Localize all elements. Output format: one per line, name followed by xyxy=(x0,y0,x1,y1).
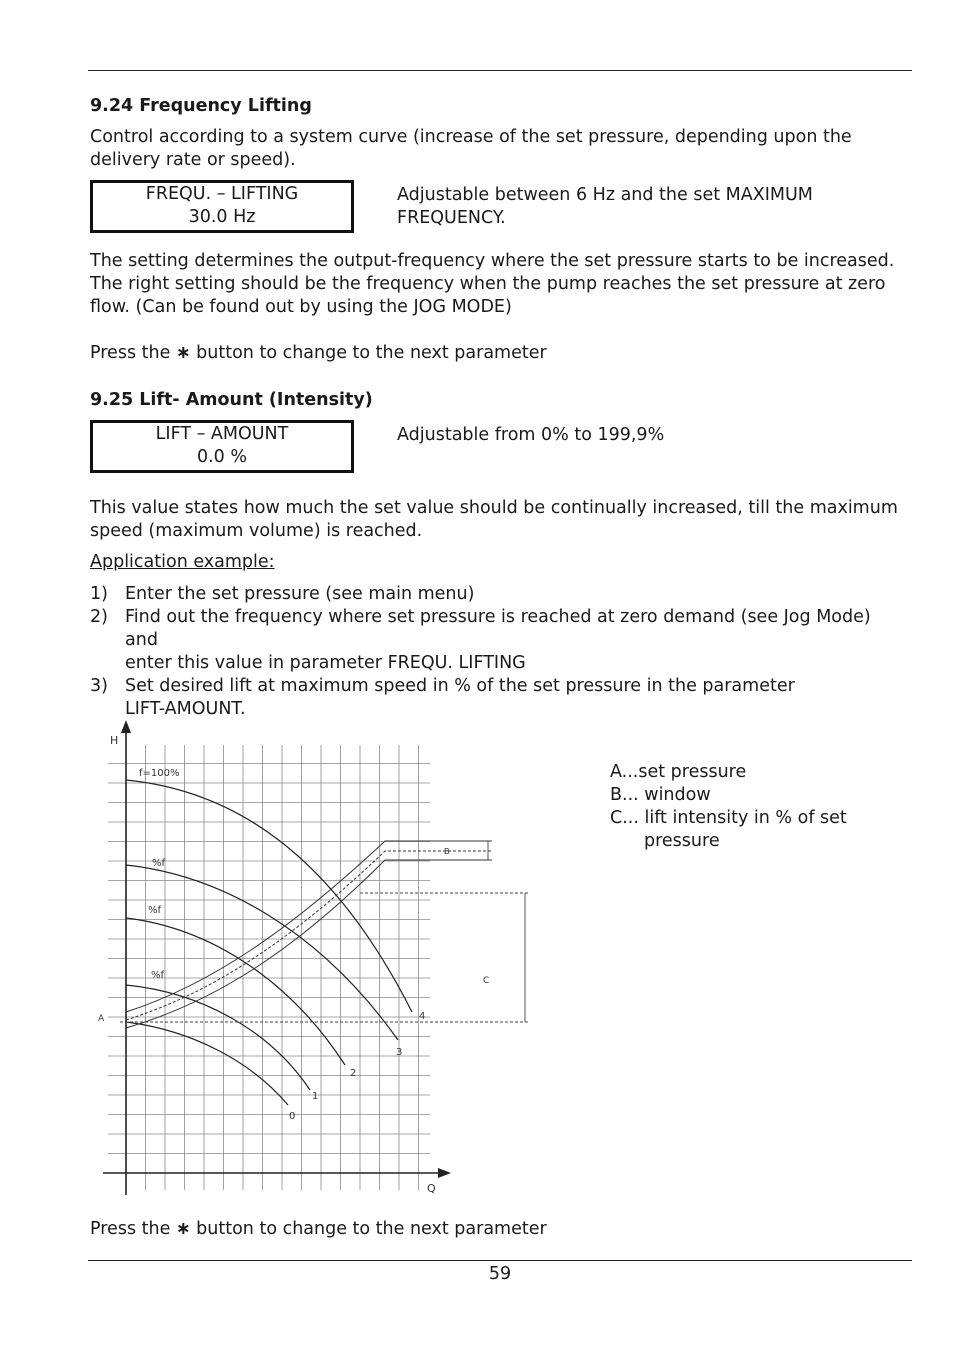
pump-curve-0 xyxy=(126,1022,288,1105)
label-f100: f=100% xyxy=(139,768,180,779)
example-label: Application example: xyxy=(90,552,275,572)
label-a: A xyxy=(98,1014,105,1024)
label-percent-f: %f xyxy=(151,970,165,981)
press-instruction xyxy=(90,342,910,365)
legend-item-c-cont: pressure xyxy=(644,831,720,851)
intro-paragraph xyxy=(90,126,910,172)
lift-description xyxy=(90,497,910,543)
label-percent-f: %f xyxy=(152,858,166,869)
step-text: Enter the set pressure (see main menu) xyxy=(125,584,475,604)
bottom-rule xyxy=(88,1260,912,1261)
legend-item-c: C... lift intensity in % of set xyxy=(610,808,847,828)
desc-line: flow. (Can be found out by using the JOG MODE) xyxy=(90,297,512,317)
axis-label-q: Q xyxy=(427,1182,436,1195)
step-number: 3) xyxy=(90,676,108,696)
axis-label-h: H xyxy=(110,734,119,747)
adjust-note-frequ xyxy=(397,184,897,230)
display-lift-amount xyxy=(90,420,354,473)
h-axis-arrow xyxy=(121,720,131,733)
diagram-legend xyxy=(610,761,910,853)
dimension-markers xyxy=(120,841,530,1022)
grid xyxy=(108,745,430,1190)
system-curve-band xyxy=(126,841,492,1028)
step-text: enter this value in parameter FREQU. LIFTING xyxy=(125,653,526,673)
curve-label-0: 0 xyxy=(289,1111,296,1122)
intro-line: delivery rate or speed). xyxy=(90,150,296,170)
desc-line: speed (maximum volume) is reached. xyxy=(90,521,423,541)
legend-item-a: A...set pressure xyxy=(610,762,747,782)
asterisk-icon: ∗ xyxy=(175,343,191,363)
adjust-note-lift: Adjustable from 0% to 199,9% xyxy=(397,425,665,445)
list-item xyxy=(90,583,905,606)
label-percent-f: %f xyxy=(148,905,162,916)
list-item xyxy=(90,606,905,675)
page-number: 59 xyxy=(488,1264,512,1284)
curve-label-2: 2 xyxy=(350,1068,357,1079)
desc-line: The right setting should be the frequency when the pump reaches the set pressure at zero xyxy=(90,274,886,294)
press-instruction-footer xyxy=(90,1218,910,1241)
display-value: 0.0 % xyxy=(196,447,248,467)
q-axis-arrow xyxy=(438,1168,451,1178)
display-line: LIFT – AMOUNT xyxy=(155,424,289,444)
description-paragraph xyxy=(90,250,910,319)
curve-label-4: 4 xyxy=(419,1011,426,1022)
pump-curve-diagram xyxy=(88,715,538,1200)
section-heading-9-25: 9.25 Lift- Amount (Intensity) xyxy=(90,390,373,410)
asterisk-icon: ∗ xyxy=(175,1219,191,1239)
step-number: 2) xyxy=(90,607,108,627)
press-suffix: button to change to the next parameter xyxy=(196,1219,547,1239)
label-b: B xyxy=(444,847,450,856)
label-c: C xyxy=(483,976,490,986)
press-prefix: Press the xyxy=(90,1219,171,1239)
press-suffix: button to change to the next parameter xyxy=(196,343,547,363)
step-number: 1) xyxy=(90,584,108,604)
legend-item-b: B... window xyxy=(610,785,711,805)
desc-line: This value states how much the set value should be continually increased, till the maximum xyxy=(90,498,898,518)
section-heading-9-24: 9.24 Frequency Lifting xyxy=(90,96,312,116)
curve-label-1: 1 xyxy=(312,1091,319,1102)
intro-line: Control according to a system curve (increase of the set pressure, depending upon the xyxy=(90,127,852,147)
press-prefix: Press the xyxy=(90,343,171,363)
top-rule xyxy=(88,70,912,71)
display-value: 30.0 Hz xyxy=(188,207,256,227)
adjust-line: Adjustable between 6 Hz and the set MAXIMUM xyxy=(397,185,813,205)
step-text: Find out the frequency where set pressure is reached at zero demand (see Jog Mode) and xyxy=(125,607,871,650)
display-frequ-lifting xyxy=(90,180,354,233)
step-text: LIFT-AMOUNT. xyxy=(125,699,246,719)
desc-line: The setting determines the output-frequency where the set pressure starts to be increased. xyxy=(90,251,895,271)
steps-list xyxy=(90,583,905,721)
adjust-line: FREQUENCY. xyxy=(397,208,506,228)
display-line: FREQU. – LIFTING xyxy=(145,184,299,204)
curve-label-3: 3 xyxy=(396,1047,403,1058)
pump-curve-2 xyxy=(126,918,345,1065)
step-text: Set desired lift at maximum speed in % of the set pressure in the parameter xyxy=(125,676,795,696)
pump-curve-4 xyxy=(126,780,412,1012)
